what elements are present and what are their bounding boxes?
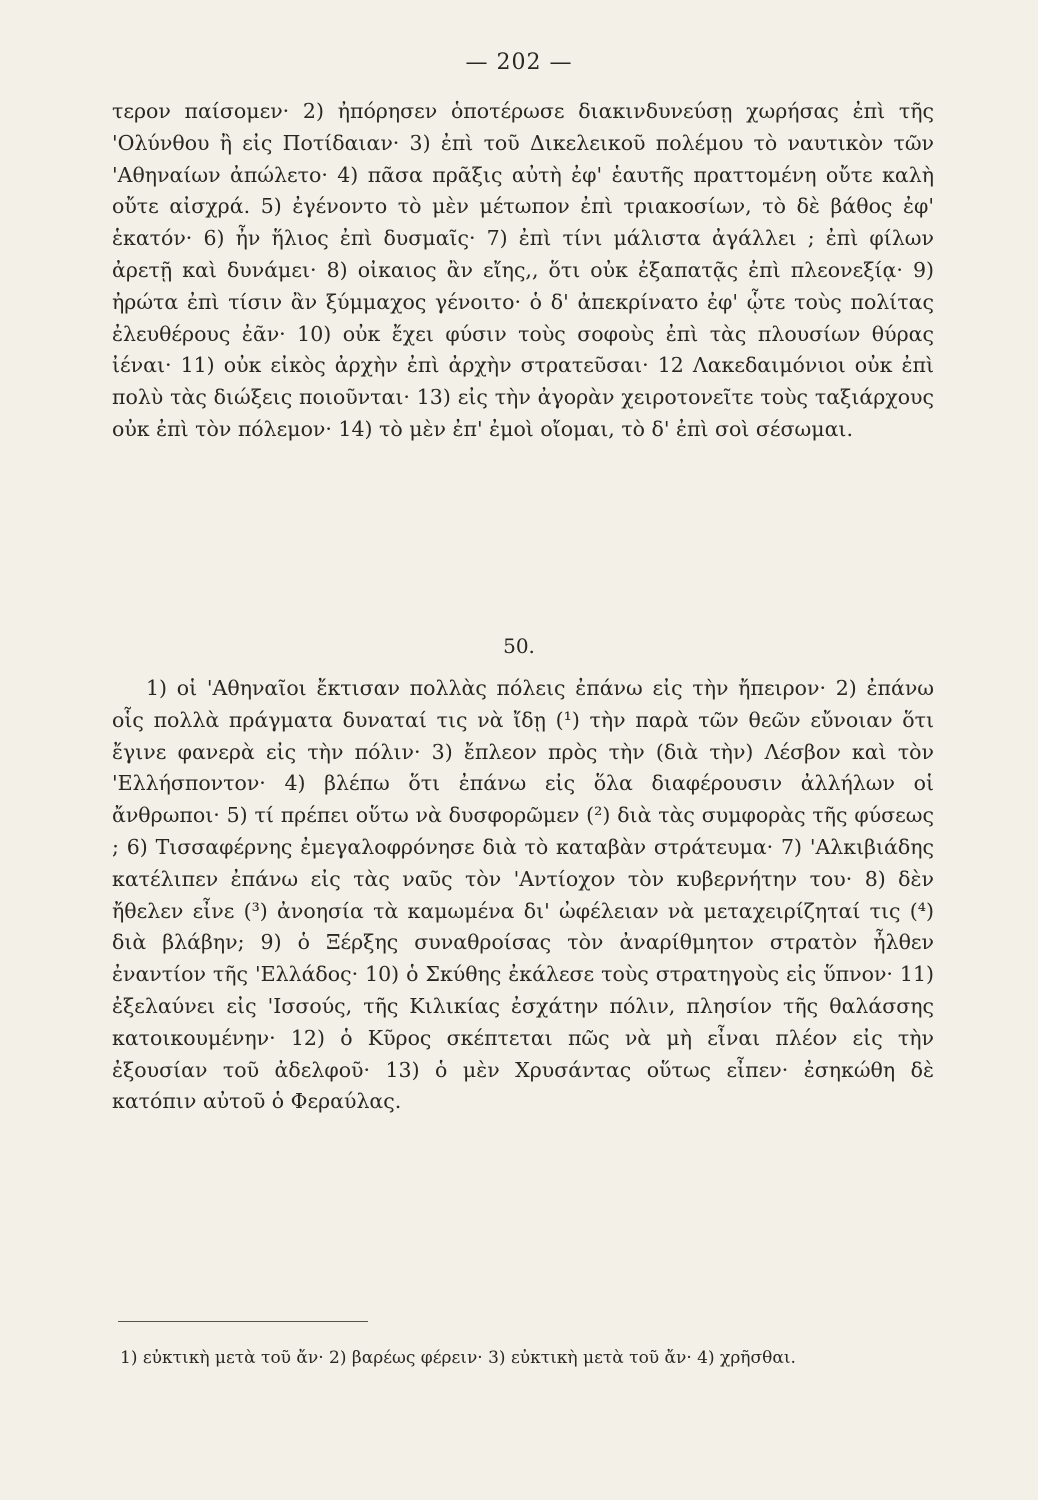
exercise-49-continuation xyxy=(112,96,934,446)
footnote-divider xyxy=(118,1321,368,1322)
footnotes xyxy=(120,1343,934,1373)
exercise-49-text: τερον παίσομεν· 2) ἠπόρησεν ὁποτέρωσε διακινδυνεύσῃ χωρήσας ἐπὶ τῆς 'Ολύνθου ἢ εἰς Ποτίδαιαν· 3) ἐπὶ τοῦ Δικελεικοῦ πολέμου τὸ ναυτικὸν τῶν 'Αθηναίων ἀπώλετο· 4) πᾶσα πρᾶξις αὐτὴ ἐφ' ἑαυτῆς πραττομένη οὔτε καλὴ οὔτε αἰσχρά. 5) ἐγένοντο τὸ μὲν μέτωπον ἐπὶ τριακοσίων, τὸ δὲ βάθος ἐφ' ἑκατόν· 6) ἦν ἥλιος ἐπὶ δυσμαῖς· 7) ἐπὶ τίνι μάλιστα ἀγάλλει ; ἐπὶ φίλων ἀρετῇ καὶ δυνάμει· 8) οἰκαιος ἂν εἴης,, ὅτι οὐκ ἐξαπατᾷς ἐπὶ πλεονεξίᾳ· 9) ἠρώτα ἐπὶ τίσιν ἂν ξύμμαχος γένοιτο· ὁ δ' ἀπεκρίνατο ἐφ' ᾧτε τοὺς πολίτας ἐλευθέρους ἐᾶν· 10) οὐκ ἔχει φύσιν τοὺς σοφοὺς ἐπὶ τὰς πλουσίων θύρας ἰέναι· 11) οὐκ εἰκὸς ἀρχὴν ἐπὶ ἀρχὴν στρατεῦσαι· 12 Λακεδαιμόνιοι οὐκ ἐπὶ πολὺ τὰς διώξεις ποιοῦνται· 13) εἰς τὴν ἀγορὰν χειροτονεῖτε τοὺς ταξιάρχους οὐκ ἐπὶ τὸν πόλεμον· 14) τὸ μὲν ἐπ' ἐμοὶ οἴομαι, τὸ δ' ἐπὶ σοὶ σέσωμαι. xyxy=(112,99,934,441)
footnotes-text: 1) εὐκτικὴ μετὰ τοῦ ἄν· 2) βαρέως φέρειν· 3) εὐκτικὴ μετὰ τοῦ ἄν· 4) χρῆσθαι. xyxy=(120,1348,796,1368)
section-heading-50: 50. xyxy=(503,634,535,658)
page-number: — 202 — xyxy=(465,50,573,75)
exercise-50 xyxy=(112,673,934,1118)
exercise-50-text: 1) οἱ 'Αθηναῖοι ἔκτισαν πολλὰς πόλεις ἐπάνω εἰς τὴν ἤπειρον· 2) ἐπάνω οἷς πολλὰ πράγματα δυναταί τις νὰ ἴδῃ (¹) τὴν παρὰ τῶν θεῶν εὔνοιαν ὅτι ἔγινε φανερὰ εἰς τὴν πόλιν· 3) ἔπλεον πρὸς τὴν (διὰ τὴν) Λέσβον καὶ τὸν 'Ελλήσποντον· 4) βλέπω ὅτι ἐπάνω εἰς ὅλα διαφέρουσιν ἀλλήλων οἱ ἄνθρωποι· 5) τί πρέπει οὕτω νὰ δυσφορῶμεν (²) διὰ τὰς συμφορὰς τῆς φύσεως ; 6) Τισσαφέρνης ἐμεγαλοφρόνησε διὰ τὸ καταβὰν στράτευμα· 7) 'Αλκιβιάδης κατέλιπεν ἐπάνω εἰς τὰς ναῦς τὸν 'Αντίοχον τὸν κυβερνήτην του· 8) δὲν ἤθελεν εἶνε (³) ἀνοησία τὰ καμωμένα δι' ὠφέλειαν νὰ μεταχειρίζηταί τις (⁴) διὰ βλάβην; 9) ὁ Ξέρξης συναθροίσας τὸν ἀναρίθμητον στρατὸν ἦλθεν ἐναντίον τῆς 'Ελλάδος· 10) ὁ Σκύθης ἐκάλεσε τοὺς στρατηγοὺς εἰς ὕπνον· 11) ἐξελαύνει εἰς 'Ισσούς, τῆς Κιλικίας ἐσχάτην πόλιν, πλησίον τῆς θαλάσσης κατοικουμένην· 12) ὁ Κῦρος σκέπτεται πῶς νὰ μὴ εἶναι πλέον εἰς τὴν ἐξουσίαν τοῦ ἀδελφοῦ· 13) ὁ μὲν Χρυσάντας οὕτως εἶπεν· ἐσηκώθη δὲ κατόπιν αὐτοῦ ὁ Φεραύλας. xyxy=(112,676,934,1114)
